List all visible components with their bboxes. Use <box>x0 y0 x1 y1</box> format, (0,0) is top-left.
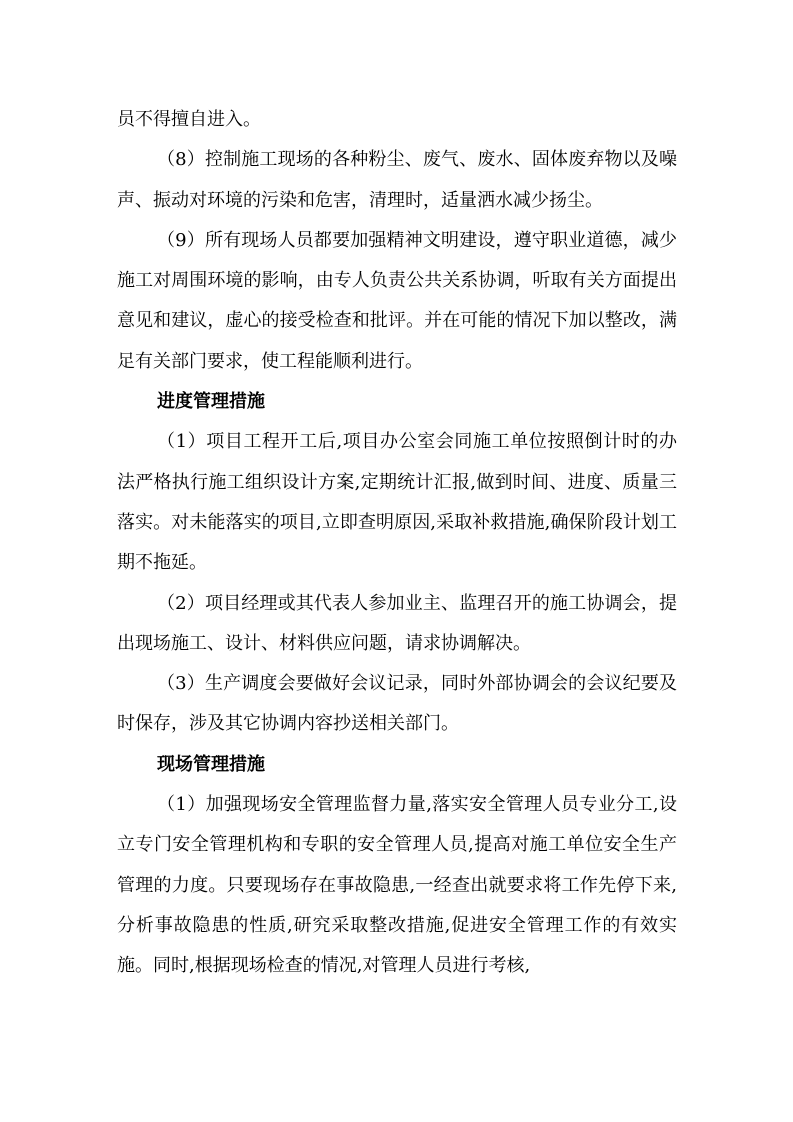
progress-item-1: （1）项目工程开工后,项目办公室会同施工单位按照倒计时的办法严格执行施工组织设计方案,定期统计汇报,做到时间、进度、质量三落实。对未能落实的项目,立即查明原因,采取补救措施,确保阶段计划工期不拖延。 <box>117 431 677 574</box>
site-item-1: （1）加强现场安全管理监督力量,落实安全管理人员专业分工,设立专门安全管理机构和专职的安全管理人员,提高对施工单位安全生产管理的力度。只要现场存在事故隐患,一经查出就要求将工作先停下来,分析事故隐患的性质,研究采取整改措施,促进安全管理工作的有效实施。同时,根据现场检查的情况,对管理人员进行考核, <box>117 794 677 977</box>
section-heading-site: 现场管理措施 <box>157 753 265 775</box>
section-heading-progress: 进度管理措施 <box>157 391 265 413</box>
document-body <box>117 100 677 987</box>
paragraph-item-9: （9）所有现场人员都要加强精神文明建设，遵守职业道德，减少施工对周围环境的影响，由专人负责公共关系协调，听取有关方面提出意见和建议，虚心的接受检查和批评。并在可能的情况下加以整改，满足有关部门要求，使工程能顺利进行。 <box>117 229 677 372</box>
paragraph-continuation: 员不得擅自进入。 <box>117 109 261 130</box>
progress-item-3: （3）生产调度会要做好会议记录，同时外部协调会的会议纪要及时保存，涉及其它协调内容抄送相关部门。 <box>117 673 677 735</box>
progress-item-2: （2）项目经理或其代表人参加业主、监理召开的施工协调会，提出现场施工、设计、材料供应问题，请求协调解决。 <box>117 592 677 654</box>
paragraph-item-8: （8）控制施工现场的各种粉尘、废气、废水、固体废弃物以及噪声、振动对环境的污染和危害，清理时，适量洒水减少扬尘。 <box>117 149 677 211</box>
